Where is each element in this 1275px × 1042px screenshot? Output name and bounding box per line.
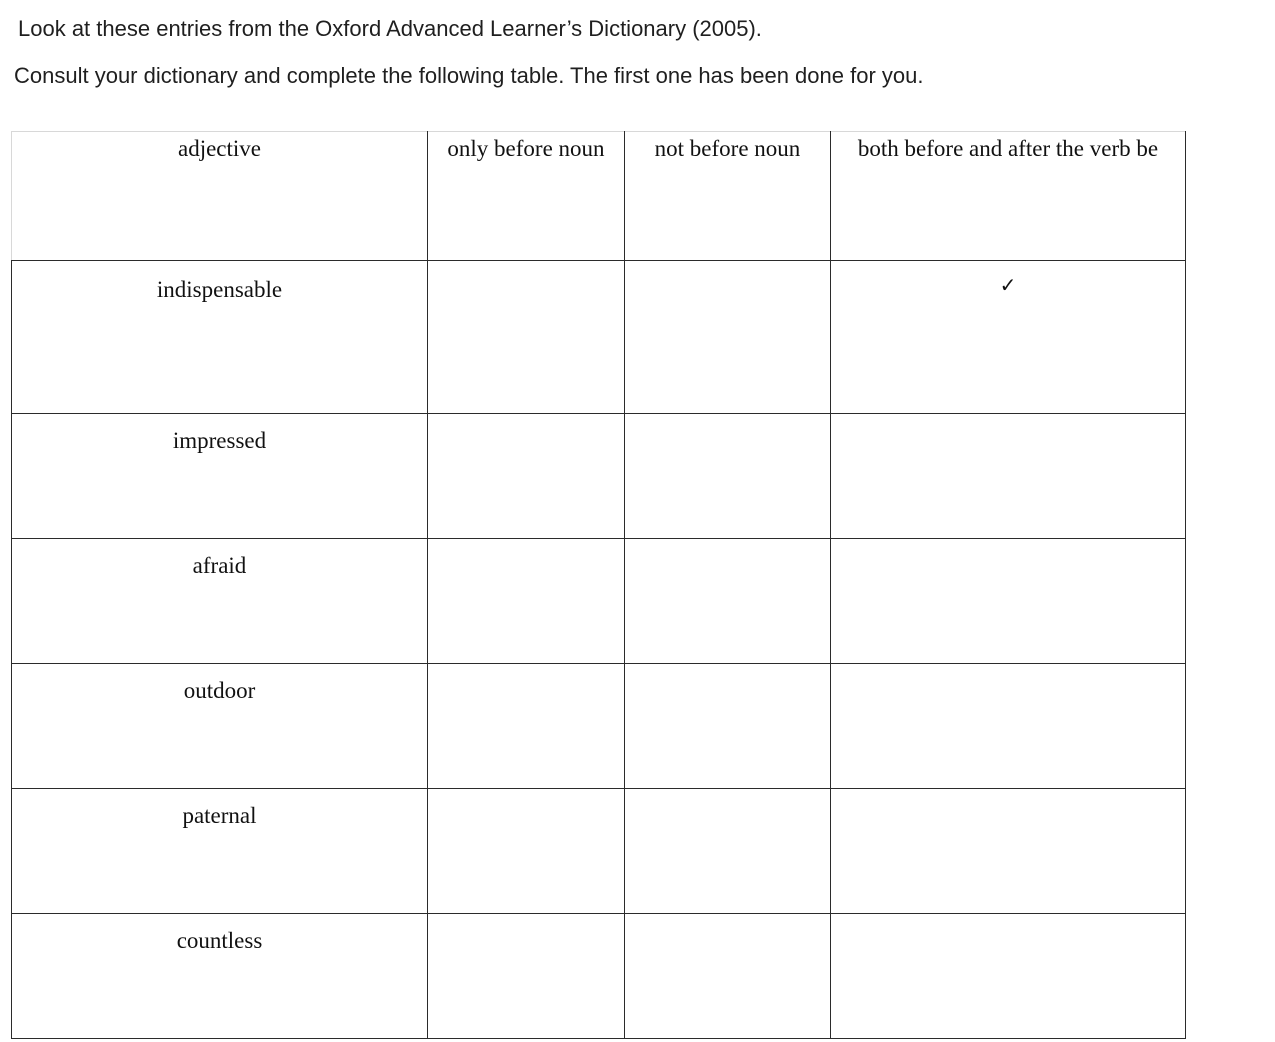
adjective-table bbox=[11, 131, 1186, 1039]
adjective-cell: countless bbox=[12, 914, 428, 1039]
not-before-noun-cell[interactable] bbox=[625, 789, 831, 914]
table-row bbox=[12, 789, 1186, 914]
both-cell[interactable] bbox=[831, 914, 1186, 1039]
not-before-noun-cell[interactable] bbox=[625, 539, 831, 664]
checkmark-icon: ✓ bbox=[999, 273, 1017, 297]
not-before-noun-cell[interactable] bbox=[625, 261, 831, 414]
instruction-line-1: Look at these entries from the Oxford Advanced Learner’s Dictionary (2005). bbox=[18, 16, 762, 41]
only-before-noun-cell[interactable] bbox=[428, 789, 625, 914]
header-only-before-noun: only before noun bbox=[428, 132, 625, 261]
only-before-noun-cell[interactable] bbox=[428, 664, 625, 789]
table-header-row bbox=[12, 132, 1186, 261]
adjective-cell: afraid bbox=[12, 539, 428, 664]
table-row bbox=[12, 914, 1186, 1039]
table-row bbox=[12, 664, 1186, 789]
instruction-line-2: Consult your dictionary and complete the following table. The first one has been done for you. bbox=[14, 63, 924, 88]
header-not-before-noun: not before noun bbox=[625, 132, 831, 261]
both-cell[interactable] bbox=[831, 414, 1186, 539]
table-row bbox=[12, 261, 1186, 414]
both-cell[interactable] bbox=[831, 539, 1186, 664]
both-cell[interactable] bbox=[831, 261, 1186, 414]
only-before-noun-cell[interactable] bbox=[428, 414, 625, 539]
table-row bbox=[12, 414, 1186, 539]
both-cell[interactable] bbox=[831, 664, 1186, 789]
only-before-noun-cell[interactable] bbox=[428, 539, 625, 664]
adjective-cell: indispensable bbox=[12, 261, 428, 414]
only-before-noun-cell[interactable] bbox=[428, 261, 625, 414]
both-cell[interactable] bbox=[831, 789, 1186, 914]
adjective-cell: outdoor bbox=[12, 664, 428, 789]
not-before-noun-cell[interactable] bbox=[625, 414, 831, 539]
not-before-noun-cell[interactable] bbox=[625, 664, 831, 789]
only-before-noun-cell[interactable] bbox=[428, 914, 625, 1039]
header-both-before-and-after-be: both before and after the verb be bbox=[831, 132, 1186, 261]
adjective-cell: paternal bbox=[12, 789, 428, 914]
header-adjective: adjective bbox=[12, 132, 428, 261]
table-row bbox=[12, 539, 1186, 664]
adjective-cell: impressed bbox=[12, 414, 428, 539]
not-before-noun-cell[interactable] bbox=[625, 914, 831, 1039]
